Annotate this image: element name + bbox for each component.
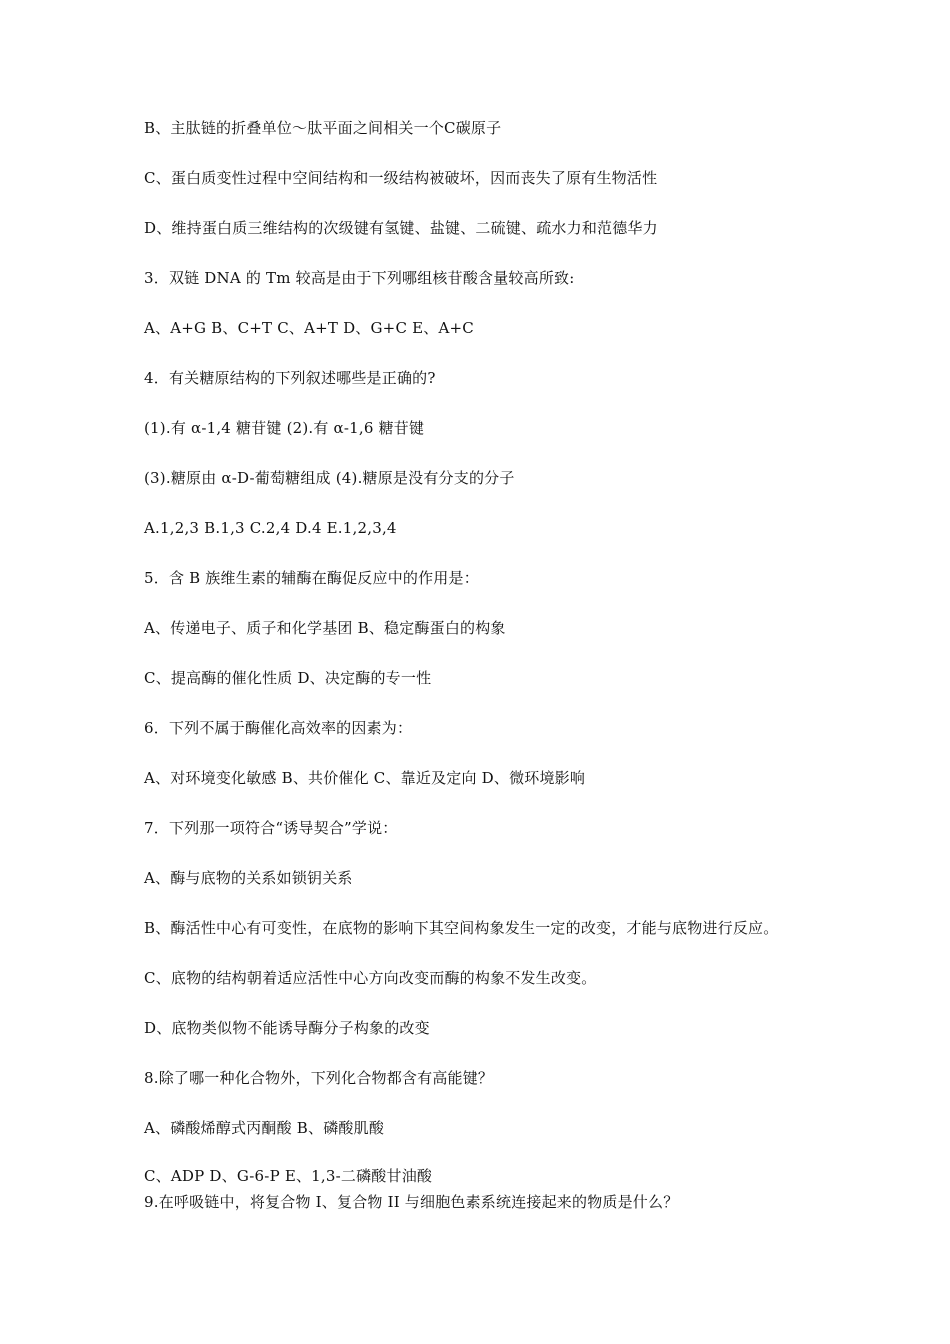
q4-question: 4．有关糖原结构的下列叙述哪些是正确的? xyxy=(144,369,436,387)
q7-option-d: D、底物类似物不能诱导酶分子构象的改变 xyxy=(144,1019,430,1037)
q4-statements-1-2: (1).有 α-1,4 糖苷键 (2).有 α-1,6 糖苷键 xyxy=(144,419,425,437)
q6-options: A、对环境变化敏感 B、共价催化 C、靠近及定向 D、微环境影响 xyxy=(144,769,586,787)
q9-question: 9.在呼吸链中，将复合物 I、复合物 II 与细胞色素系统连接起来的物质是什么？ xyxy=(144,1193,679,1211)
q5-options-a-b: A、传递电子、质子和化学基团 B、稳定酶蛋白的构象 xyxy=(144,619,506,637)
q3-question: 3．双链 DNA 的 Tm 较高是由于下列哪组核苷酸含量较高所致: xyxy=(144,269,575,287)
q2-option-c: C、蛋白质变性过程中空间结构和一级结构被破坏，因而丧失了原有生物活性 xyxy=(144,169,658,187)
q7-option-c: C、底物的结构朝着适应活性中心方向改变而酶的构象不发生改变。 xyxy=(144,969,597,987)
q7-question: 7．下列那一项符合“诱导契合”学说： xyxy=(144,819,398,837)
q8-question: 8.除了哪一种化合物外，下列化合物都含有高能键？ xyxy=(144,1069,494,1087)
q3-options: A、A+G B、C+T C、A+T D、G+C E、A+C xyxy=(144,319,474,337)
q2-option-b: B、主肽链的折叠单位～肽平面之间相关一个C碳原子 xyxy=(144,119,502,137)
q4-options: A.1,2,3 B.1,3 C.2,4 D.4 E.1,2,3,4 xyxy=(144,519,397,537)
q4-statements-3-4: (3).糖原由 α-D-葡萄糖组成 (4).糖原是没有分支的分子 xyxy=(144,469,515,487)
q5-options-c-d: C、提高酶的催化性质 D、决定酶的专一性 xyxy=(144,669,432,687)
q5-question: 5．含 B 族维生素的辅酶在酶促反应中的作用是： xyxy=(144,569,479,587)
q6-question: 6．下列不属于酶催化高效率的因素为： xyxy=(144,719,413,737)
q8-options-a-b: A、磷酸烯醇式丙酮酸 B、磷酸肌酸 xyxy=(144,1119,385,1137)
q7-option-b: B、酶活性中心有可变性，在底物的影响下其空间构象发生一定的改变，才能与底物进行反应。 xyxy=(144,919,779,937)
q2-option-d: D、维持蛋白质三维结构的次级键有氢键、盐键、二硫键、疏水力和范德华力 xyxy=(144,219,658,237)
q8-options-c-e: C、ADP D、G-6-P E、1,3-二磷酸甘油酸 xyxy=(144,1167,433,1185)
q7-option-a: A、酶与底物的关系如锁钥关系 xyxy=(144,869,353,887)
